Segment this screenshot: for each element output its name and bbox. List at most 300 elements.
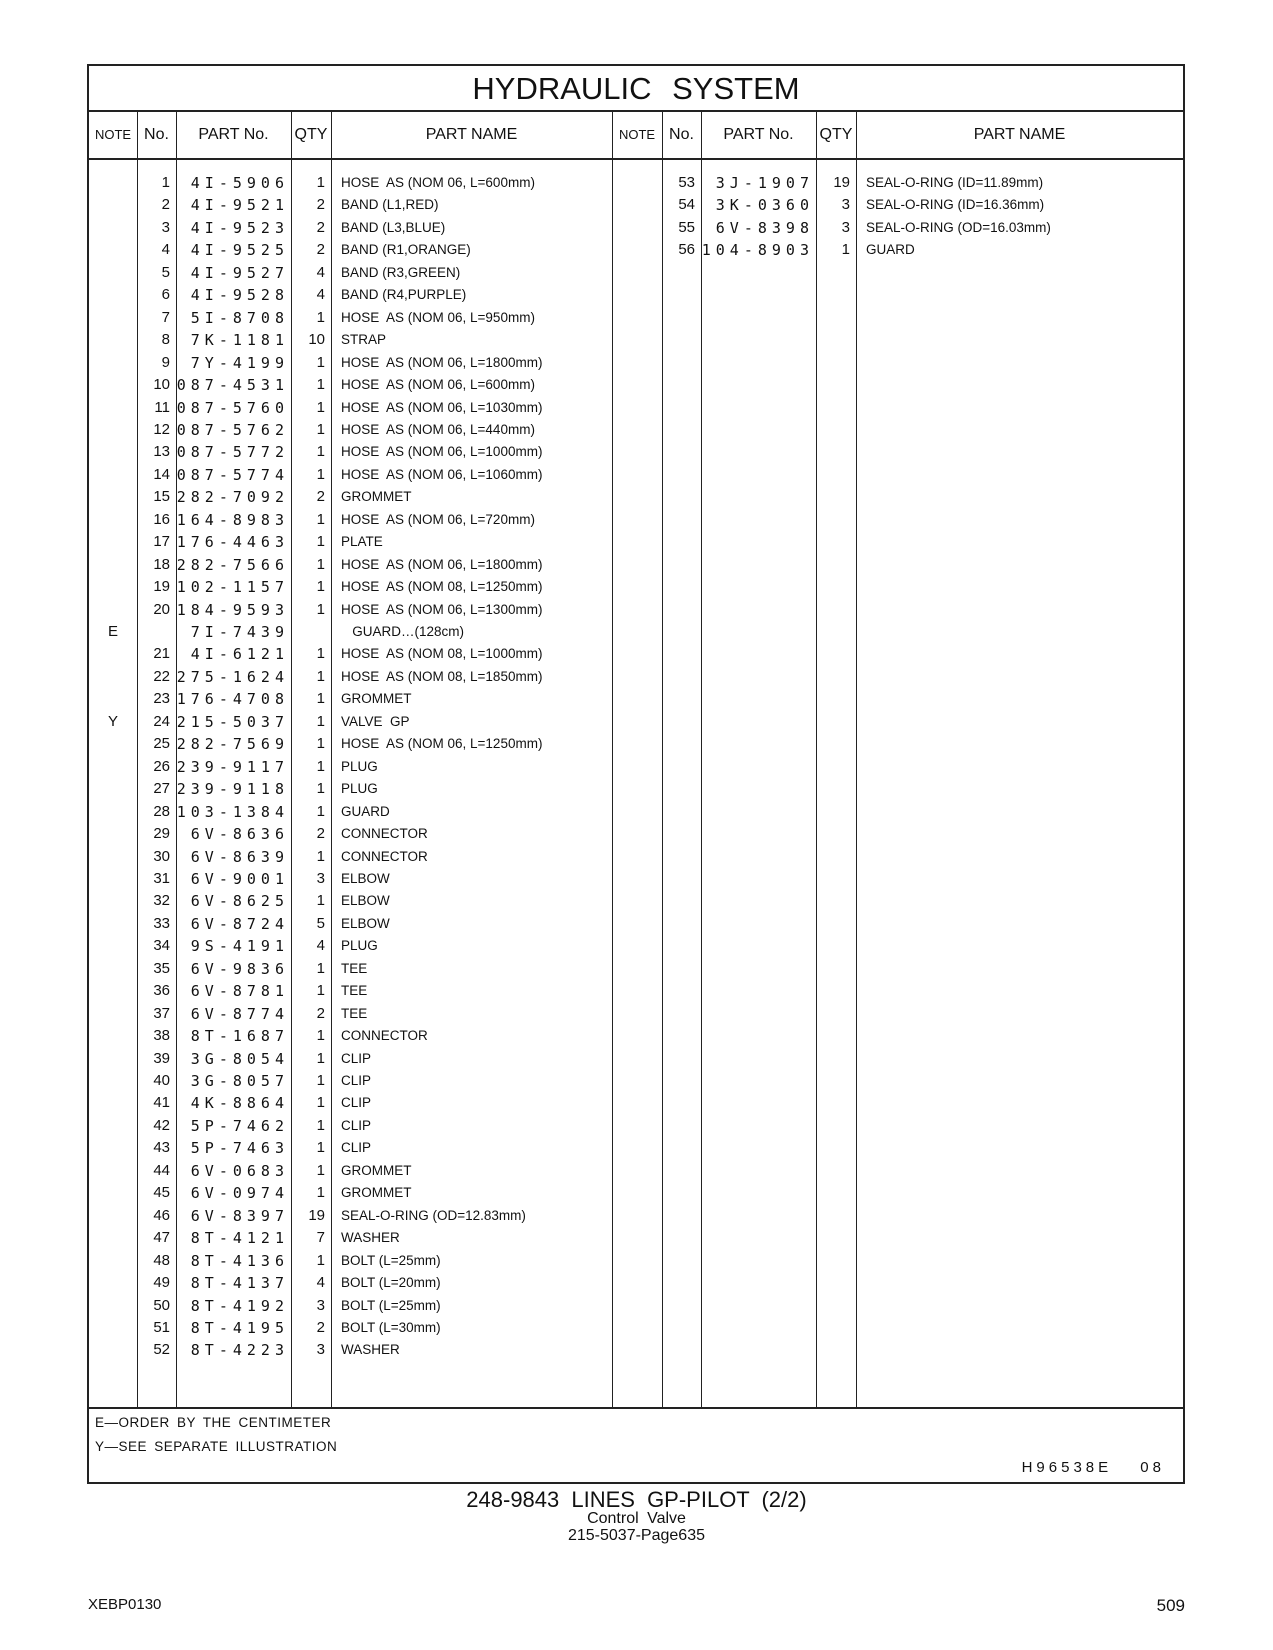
cell-no: 12 [153,420,170,438]
cell-qty: 1 [316,667,325,685]
cell-name: SEAL-O-RING (OD=12.83mm) [341,1207,526,1223]
cell-note [89,666,137,688]
header-note-left: NOTE [94,127,132,142]
cell-no: 33 [153,914,170,932]
cell-no: 31 [153,869,170,887]
cell-qty: 1 [316,600,325,618]
cell-name: BOLT (L=25mm) [341,1297,441,1313]
cell-name: CLIP [341,1117,372,1133]
cell-name: GROMMET [341,1185,412,1201]
cell-no: 30 [153,847,170,865]
cell-qty: 1 [316,847,325,865]
page-number: 509 [1156,1596,1185,1615]
cell-name: SEAL-O-RING (ID=16.36mm) [866,197,1045,213]
cell-name: BOLT (L=25mm) [341,1252,441,1268]
cell-name: CONNECTOR [341,826,428,842]
cell-name: PLUG [341,938,378,954]
cell-name: BAND (R3,GREEN) [341,264,461,280]
cell-part: 087-5762 [176,420,289,439]
cell-name: HOSE AS (NOM 08, L=1850mm) [341,668,543,684]
header-part-name-left: PART NAME [425,126,518,143]
cell-note [89,733,137,755]
cell-note [89,1160,137,1182]
cell-part: 103-1384 [176,802,289,821]
cell-part: 8T-4192 [190,1296,289,1315]
cell-qty: 1 [316,174,325,191]
cell-note [89,1137,137,1159]
cell-no: 14 [153,465,170,483]
cell-name: TEE [341,960,368,976]
cell-qty: 4 [316,263,325,281]
cell-qty: 1 [316,353,325,371]
cell-note [89,1227,137,1249]
cell-qty: 1 [316,982,325,1000]
cell-note [89,374,137,396]
cell-no: 28 [153,802,170,820]
cell-note [89,868,137,890]
cell-qty: 7 [316,1229,325,1247]
cell-qty: 1 [316,465,325,483]
cell-no: 20 [153,600,170,618]
cell-name: GUARD…(128cm) [341,624,465,639]
cell-no: 48 [153,1251,170,1269]
cell-note [612,239,662,261]
cell-qty: 3 [316,1341,325,1359]
cell-name: HOSE AS (NOM 06, L=950mm) [341,309,535,325]
cell-no: 13 [153,443,170,461]
cell-note [89,1115,137,1137]
cell-qty: 2 [316,1318,325,1336]
cell-qty: 1 [316,578,325,596]
cell-note [89,1092,137,1114]
cell-part: 4I-6121 [190,645,289,664]
cell-qty: 1 [316,1139,325,1157]
cell-part: 7Y-4199 [190,353,289,372]
cell-no: 35 [153,959,170,977]
cell-name: WASHER [341,1230,400,1246]
cell-part: 3G-8057 [190,1072,289,1090]
cell-name: CLIP [341,1050,372,1066]
caption-title: 248-9843 LINES GP-PILOT (2/2) [466,1487,807,1512]
cell-name: TEE [341,983,368,999]
cell-no: 49 [153,1274,170,1292]
cell-name: VALVE GP [341,713,410,729]
cell-name: BAND (L3,BLUE) [341,219,446,235]
cell-name: HOSE AS (NOM 06, L=600mm) [341,175,535,190]
cell-note [89,823,137,845]
cell-no: 50 [153,1296,170,1314]
cell-note [89,801,137,823]
cell-part: 8T-4137 [190,1274,289,1293]
cell-no: 2 [161,196,170,214]
cell-part: 4I-9525 [190,241,289,260]
cell-note [89,1025,137,1047]
cell-no: 52 [153,1341,170,1359]
cell-note [89,599,137,621]
cell-note [89,262,137,284]
cell-note [89,935,137,957]
cell-name: HOSE AS (NOM 06, L=1800mm) [341,354,543,370]
cell-qty: 1 [316,555,325,573]
cell-qty: 1 [316,1116,325,1134]
cell-no: 5 [161,263,170,281]
table-footer [89,1407,1183,1484]
cell-note [89,778,137,800]
cell-qty: 3 [841,218,850,236]
cell-name: HOSE AS (NOM 08, L=1250mm) [341,579,543,595]
cell-name: HOSE AS (NOM 06, L=720mm) [341,511,535,527]
cell-note [89,913,137,935]
cell-note [89,352,137,374]
cell-name: HOSE AS (NOM 08, L=1000mm) [341,646,543,662]
cell-part: 087-5774 [176,465,289,484]
header-part-no-right: PART No. [723,126,794,143]
cell-part: 7K-1181 [190,331,289,350]
cell-qty: 4 [316,286,325,304]
cell-no: 34 [153,937,170,955]
cell-no: 41 [153,1094,170,1112]
cell-note [89,643,137,665]
cell-qty: 1 [316,712,325,730]
footnote-y: Y―SEE SEPARATE ILLUSTRATION [95,1439,338,1454]
cell-part: 164-8983 [176,510,289,529]
cell-note [89,1339,137,1361]
cell-no: 4 [161,241,170,259]
cell-part: 104-8903 [701,241,814,260]
cell-no: 37 [153,1004,170,1022]
cell-note [89,441,137,463]
cell-no: 42 [153,1116,170,1134]
cell-part: 6V-9001 [190,869,289,888]
cell-no: 51 [153,1318,170,1336]
header-qty-right: QTY [819,126,853,143]
cell-name: HOSE AS (NOM 06, L=1030mm) [341,399,543,415]
cell-note [89,509,137,531]
cell-note [89,958,137,980]
cell-part: 3G-8054 [190,1049,289,1068]
cell-name: HOSE AS (NOM 06, L=1300mm) [341,601,543,617]
cell-part: 5P-7462 [190,1116,289,1135]
cell-note [89,531,137,553]
caption-reference: 215-5037-Page635 [567,1527,705,1544]
cell-no: 19 [153,578,170,596]
cell-name: HOSE AS (NOM 06, L=1250mm) [341,736,543,752]
cell-qty: 1 [316,645,325,663]
table-header [89,112,1183,160]
header-note-right: NOTE [618,127,656,142]
cell-no: 6 [161,286,170,304]
cell-part: 4I-9521 [190,196,289,215]
cell-no: 45 [153,1184,170,1202]
cell-no: 55 [678,218,695,236]
cell-qty: 1 [316,398,325,416]
cell-no: 54 [678,196,695,214]
cell-no: 40 [153,1072,170,1089]
cell-no: 32 [153,892,170,910]
cell-note: E [107,623,118,640]
cell-part: 6V-8398 [715,218,814,237]
cell-no: 53 [678,174,695,191]
cell-name: CLIP [341,1095,372,1111]
cell-qty: 1 [316,533,325,551]
cell-note [89,239,137,261]
cell-note [89,1250,137,1272]
cell-no: 39 [153,1049,170,1067]
cell-name: SEAL-O-RING (ID=11.89mm) [866,175,1044,190]
cell-part: 6V-0974 [190,1184,289,1203]
cell-part: 5I-8708 [190,308,289,327]
cell-part: 6V-0683 [190,1161,289,1180]
cell-no: 10 [153,376,170,394]
illustration-code: H96538E 08 [1021,1459,1165,1476]
cell-part: 239-9118 [176,780,289,799]
cell-note [612,194,662,216]
cell-note [89,1048,137,1070]
cell-no: 27 [153,780,170,798]
cell-qty: 2 [316,218,325,236]
cell-qty: 1 [316,308,325,326]
cell-part: 6V-8774 [190,1004,289,1023]
cell-qty: 1 [316,757,325,775]
cell-note [89,688,137,710]
cell-part: 6V-8639 [190,847,289,866]
cell-name: CONNECTOR [341,1028,428,1044]
cell-part: 7I-7439 [190,623,289,641]
cell-part: 087-5772 [176,443,289,462]
cell-part: 282-7092 [176,488,289,507]
cell-part: 9S-4191 [190,937,289,956]
cell-name: BAND (R1,ORANGE) [341,242,471,258]
cell-note [89,307,137,329]
cell-note [89,397,137,419]
cell-part: 087-4531 [176,376,289,395]
cell-note [89,419,137,441]
cell-note [89,486,137,508]
cell-part: 4I-9527 [190,263,289,282]
cell-note [89,1205,137,1227]
cell-name: GUARD [866,242,915,258]
cell-qty: 2 [316,825,325,843]
cell-no: 17 [153,533,170,551]
cell-qty: 19 [308,1206,325,1224]
cell-qty: 3 [316,869,325,887]
cell-no: 24 [153,712,170,730]
cell-qty: 1 [316,1094,325,1112]
table-body [89,160,1183,1470]
cell-qty: 4 [316,1274,325,1292]
cell-part: 8T-1687 [190,1027,289,1046]
cell-note [89,1182,137,1204]
cell-no: 43 [153,1139,170,1157]
cell-name: GROMMET [341,1162,412,1178]
cell-no: 16 [153,510,170,528]
cell-name: BAND (R4,PURPLE) [341,287,467,303]
cell-part: 176-4463 [176,533,289,552]
cell-part: 4I-5906 [190,174,289,192]
cell-no: 9 [161,353,170,371]
cell-qty [291,621,325,643]
cell-note [89,172,137,194]
cell-note [89,1295,137,1317]
cell-qty: 1 [316,376,325,394]
cell-part: 6V-8724 [190,914,289,933]
cell-part: 282-7569 [176,735,289,754]
cell-name: HOSE AS (NOM 06, L=1000mm) [341,444,543,460]
cell-note [89,284,137,306]
cell-part: 8T-4121 [190,1229,289,1248]
cell-no: 22 [153,667,170,685]
cell-qty: 19 [833,174,850,191]
cell-qty: 1 [316,443,325,461]
cell-no: 46 [153,1206,170,1224]
cell-note [89,756,137,778]
cell-qty: 1 [316,510,325,528]
cell-qty: 5 [316,914,325,932]
cell-part: 6V-9836 [190,959,289,978]
cell-note [89,1070,137,1092]
cell-note [612,217,662,239]
cell-name: TEE [341,1005,368,1021]
cell-part: 6V-8625 [190,892,289,911]
table-title: HYDRAULIC SYSTEM [89,66,1183,112]
cell-note [89,576,137,598]
cell-qty: 1 [316,690,325,708]
cell-note [89,1003,137,1025]
cell-note [89,329,137,351]
cell-qty: 1 [316,1251,325,1269]
cell-name: CLIP [341,1073,372,1088]
cell-qty: 1 [316,780,325,798]
header-no-right: No. [669,126,694,143]
cell-no: 11 [154,398,170,416]
cell-qty: 3 [316,1296,325,1314]
cell-no: 21 [153,645,170,663]
cell-note: Y [107,712,118,730]
cell-name: CONNECTOR [341,848,428,864]
cell-note [89,1272,137,1294]
cell-qty: 2 [316,488,325,506]
cell-qty: 1 [316,1049,325,1067]
cell-name: STRAP [341,332,387,348]
cell-qty: 1 [316,892,325,910]
cell-part: 176-4708 [176,690,289,709]
cell-qty: 2 [316,241,325,259]
cell-name: CLIP [341,1140,372,1156]
cell-name: BOLT (L=30mm) [341,1319,441,1335]
cell-no: 23 [153,690,170,708]
cell-part: 6V-8636 [190,825,289,844]
header-no-left: No. [144,126,169,143]
cell-name: SEAL-O-RING (OD=16.03mm) [866,219,1051,235]
cell-note [612,172,662,194]
cell-qty: 2 [316,196,325,214]
cell-name: PLATE [341,534,383,550]
header-part-no-left: PART No. [198,126,269,143]
cell-part: 3K-0360 [715,196,814,215]
cell-note [89,846,137,868]
cell-qty: 2 [316,1004,325,1022]
cell-note [89,980,137,1002]
cell-qty: 3 [841,196,850,214]
cell-name: WASHER [341,1342,400,1358]
cell-part: 282-7566 [176,555,289,574]
cell-no: 44 [153,1161,170,1179]
cell-name: HOSE AS (NOM 06, L=440mm) [341,421,535,437]
cell-name: ELBOW [341,893,390,909]
cell-part: 8T-4195 [190,1318,289,1337]
cell-name: GROMMET [341,489,412,505]
cell-name: PLUG [341,758,378,774]
cell-no: 1 [161,174,170,191]
cell-no: 3 [161,218,170,236]
cell-qty: 1 [316,420,325,438]
cell-note [89,464,137,486]
cell-qty: 4 [316,937,325,955]
cell-no: 29 [153,825,170,843]
cell-no: 7 [161,308,170,326]
cell-name: HOSE AS (NOM 06, L=600mm) [341,377,535,393]
header-part-name-right: PART NAME [973,126,1066,143]
cell-part: 4K-8864 [190,1094,289,1113]
cell-name: ELBOW [341,870,390,886]
cell-name: BOLT (L=20mm) [341,1275,441,1291]
cell-name: ELBOW [341,915,390,931]
cell-no: 8 [161,331,170,349]
cell-no: 38 [153,1027,170,1045]
cell-no: 15 [153,488,170,506]
cell-part: 275-1624 [176,667,289,686]
cell-note [89,554,137,576]
cell-note [89,890,137,912]
cell-part: 239-9117 [176,757,289,776]
cell-name: PLUG [341,781,378,797]
header-qty-left: QTY [294,126,328,143]
cell-part: 102-1157 [176,578,289,597]
cell-part: 4I-9523 [190,218,289,237]
cell-qty: 1 [316,1184,325,1202]
cell-note [89,1317,137,1339]
cell-qty: 1 [316,959,325,977]
cell-name: GUARD [341,803,390,819]
cell-no: 25 [153,735,170,753]
cell-part: 184-9593 [176,600,289,619]
cell-qty: 1 [316,802,325,820]
footnote-e: E―ORDER BY THE CENTIMETER [95,1415,332,1430]
cell-part: 215-5037 [176,712,289,731]
parts-table-frame [87,64,1185,1484]
cell-no: 36 [153,982,170,1000]
cell-part: 4I-9528 [190,286,289,305]
cell-no: 18 [153,555,170,573]
cell-qty: 1 [316,1027,325,1045]
cell-name: HOSE AS (NOM 06, L=1800mm) [341,556,543,572]
cell-no: 26 [153,757,170,775]
cell-qty: 10 [308,331,325,349]
cell-part: 8T-4223 [190,1341,289,1360]
cell-no: 47 [153,1229,170,1247]
document-id: XEBP0130 [88,1596,162,1613]
cell-note [89,194,137,216]
cell-qty: 1 [841,241,850,259]
cell-name: BAND (L1,RED) [341,197,439,213]
cell-part: 3J-1907 [715,174,814,192]
cell-qty: 1 [316,735,325,753]
cell-qty: 1 [316,1161,325,1179]
cell-qty: 1 [316,1072,325,1089]
cell-part: 6V-8397 [190,1206,289,1225]
cell-no: 56 [678,241,695,259]
cell-name: HOSE AS (NOM 06, L=1060mm) [341,466,543,482]
